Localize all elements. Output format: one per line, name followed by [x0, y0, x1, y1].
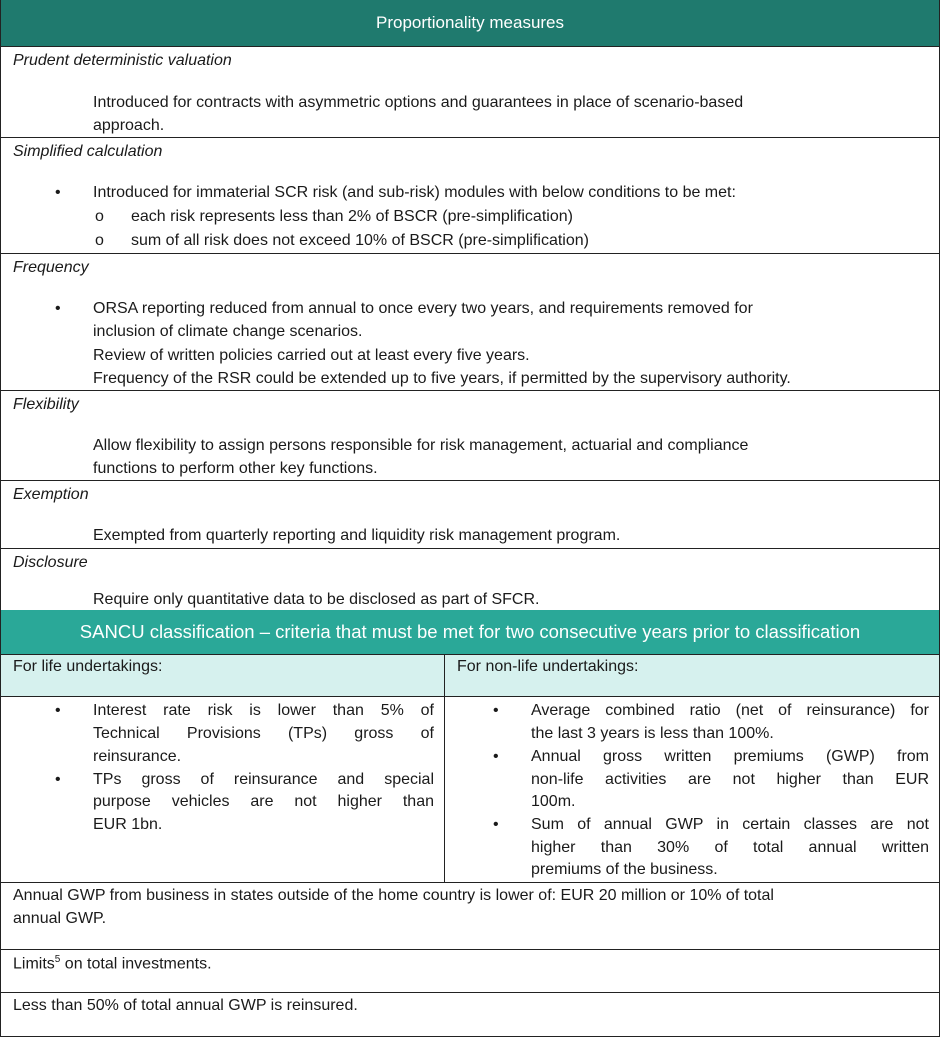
section-text: Introduced for contracts with asymmetric options and guarantees in place of scenario-based — [93, 94, 744, 111]
life-criteria-text: Technical Provisions (TPs) gross of — [93, 725, 434, 742]
sancu-criteria-investment-limits — [1, 950, 939, 993]
sub-item: each risk represents less than 2% of BSCR (pre-simplification) — [131, 208, 573, 225]
life-header: For life undertakings: — [13, 658, 163, 675]
section-title: Simplified calculation — [13, 143, 163, 160]
section-text: Frequency of the RSR could be extended up to five years, if permitted by the supervisory authority. — [93, 370, 791, 387]
bullet-icon: • — [493, 748, 499, 765]
nonlife-criteria-text: the last 3 years is less than 100%. — [531, 725, 774, 742]
nonlife-criteria-text: Sum of annual GWP in certain classes are not — [531, 816, 929, 833]
nonlife-criteria-text: 100m. — [531, 793, 576, 810]
nonlife-criteria-text: Average combined ratio (net of reinsurance) for — [531, 702, 929, 719]
row-text-part: Limits — [13, 955, 55, 973]
section-text: Introduced for immaterial SCR risk (and sub-risk) modules with below conditions to be met: — [93, 184, 736, 201]
nonlife-criteria-cell — [445, 697, 939, 882]
section-text: ORSA reporting reduced from annual to once every two years, and requirements removed for — [93, 300, 753, 317]
bullet-icon: • — [493, 702, 499, 719]
life-criteria-text: Interest rate risk is lower than 5% of — [93, 702, 434, 719]
section-text: approach. — [93, 117, 165, 134]
row-text: Annual GWP from business in states outside of the home country is lower of: EUR 20 million or 10% of total — [13, 887, 774, 904]
nonlife-criteria-text: non-life activities are not higher than EUR — [531, 771, 929, 788]
nonlife-header-cell — [445, 655, 939, 696]
life-criteria-text: EUR 1bn. — [93, 816, 163, 833]
table-title: Proportionality measures — [375, 13, 565, 32]
row-text: annual GWP. — [13, 910, 107, 927]
sub-bullet-icon: o — [95, 232, 104, 249]
nonlife-criteria-text: Annual gross written premiums (GWP) from — [531, 748, 929, 765]
sancu-criteria-reinsured — [1, 993, 939, 1037]
section-exemption — [1, 481, 939, 549]
section-flexibility — [1, 391, 939, 481]
section-title: Flexibility — [13, 396, 79, 413]
nonlife-header: For non-life undertakings: — [457, 658, 639, 675]
section-disclosure — [1, 549, 939, 610]
section-text: inclusion of climate change scenarios. — [93, 323, 363, 340]
section-title: Exemption — [13, 486, 89, 503]
bullet-icon: • — [55, 771, 61, 788]
section-text: Review of written policies carried out at least every five years. — [93, 347, 530, 364]
life-criteria-text: TPs gross of reinsurance and special — [93, 771, 434, 788]
section-title: Disclosure — [13, 554, 88, 571]
section-prudent-valuation — [1, 47, 939, 138]
section-text: Exempted from quarterly reporting and liquidity risk management program. — [93, 527, 621, 544]
sub-bullet-icon: o — [95, 208, 104, 225]
section-simplified-calculation — [1, 138, 939, 254]
bullet-icon: • — [55, 702, 61, 719]
sancu-criteria-gwp-outside — [1, 883, 939, 950]
sancu-criteria-row — [1, 697, 939, 883]
row-text — [13, 954, 212, 973]
life-header-cell — [1, 655, 445, 696]
bullet-icon: • — [55, 300, 61, 317]
nonlife-criteria-text: premiums of the business. — [531, 861, 718, 878]
life-criteria-text: purpose vehicles are not higher than — [93, 793, 434, 810]
table-header — [1, 0, 939, 47]
section-text: functions to perform other key functions. — [93, 460, 378, 477]
sub-item: sum of all risk does not exceed 10% of BSCR (pre-simplification) — [131, 232, 589, 249]
section-title: Frequency — [13, 259, 89, 276]
section-text: Require only quantitative data to be disclosed as part of SFCR. — [93, 591, 540, 608]
sancu-subheader-row — [1, 655, 939, 697]
life-criteria-cell — [1, 697, 445, 882]
section-frequency — [1, 254, 939, 391]
footnote-ref: 5 — [54, 954, 61, 965]
row-text-part: on total investments. — [60, 955, 212, 973]
section-text: Allow flexibility to assign persons responsible for risk management, actuarial and compliance — [93, 437, 749, 454]
section-title: Prudent deterministic valuation — [13, 52, 232, 69]
sancu-header — [1, 610, 939, 655]
nonlife-criteria-text: higher than 30% of total annual written — [531, 839, 929, 856]
sancu-title: SANCU classification – criteria that must be met for two consecutive years prior to classification — [79, 621, 861, 642]
bullet-icon: • — [493, 816, 499, 833]
row-text: Less than 50% of total annual GWP is reinsured. — [13, 997, 358, 1014]
life-criteria-text: reinsurance. — [93, 748, 182, 765]
bullet-icon: • — [55, 184, 61, 201]
